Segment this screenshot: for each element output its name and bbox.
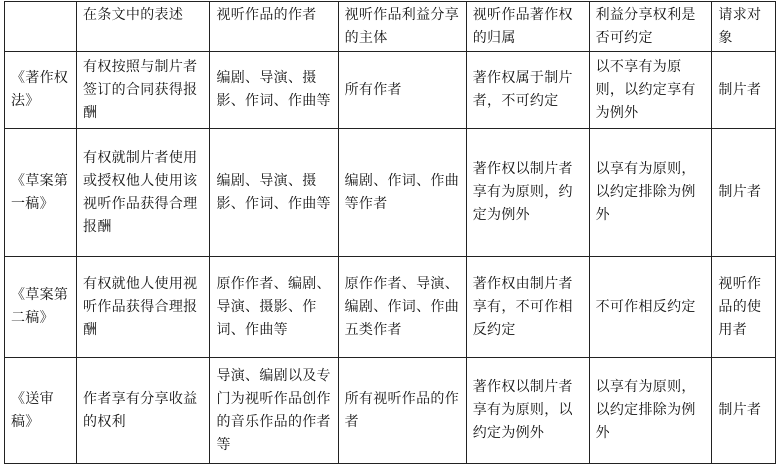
header-row bbox=[5, 2, 776, 52]
copyright-ownership-cell: 著作权以制片者享有为原则，以约定为例外 bbox=[466, 358, 589, 464]
claim-target-cell: 视听作品的使用者 bbox=[712, 257, 776, 358]
claim-target-cell: 制片者 bbox=[712, 52, 776, 129]
header-cell-authors: 视听作品的作者 bbox=[210, 2, 338, 52]
statement-cell: 有权就他人使用视听作品获得合理报酬 bbox=[77, 257, 210, 358]
comparison-table bbox=[4, 1, 776, 464]
authors-cell: 原作作者、编剧、导演、摄影、作词、作曲等 bbox=[210, 257, 338, 358]
header-cell-benefit-subject: 视听作品利益分享的主体 bbox=[338, 2, 466, 52]
copyright-ownership-cell: 著作权由制片者享有，不可作相反约定 bbox=[466, 257, 589, 358]
row-label-cell: 《草案第一稿》 bbox=[5, 129, 77, 257]
header-cell-claim-target: 请求对象 bbox=[712, 2, 776, 52]
header-cell-blank bbox=[5, 2, 77, 52]
agreeable-cell: 以不享有为原则，以约定享有为例外 bbox=[589, 52, 712, 129]
statement-cell: 有权就制片者使用或授权他人使用该视听作品获得合理报酬 bbox=[77, 129, 210, 257]
row-label-cell: 《草案第二稿》 bbox=[5, 257, 77, 358]
copyright-ownership-cell: 著作权属于制片者，不可约定 bbox=[466, 52, 589, 129]
claim-target-cell: 制片者 bbox=[712, 358, 776, 464]
copyright-ownership-cell: 著作权以制片者享有为原则，约定为例外 bbox=[466, 129, 589, 257]
agreeable-cell: 以享有为原则，以约定排除为例外 bbox=[589, 129, 712, 257]
authors-cell: 编剧、导演、摄影、作词、作曲等 bbox=[210, 52, 338, 129]
table-row bbox=[5, 257, 776, 358]
benefit-subject-cell: 所有作者 bbox=[338, 52, 466, 129]
agreeable-cell: 以享有为原则，以约定排除为例外 bbox=[589, 358, 712, 464]
statement-cell: 作者享有分享收益的权利 bbox=[77, 358, 210, 464]
table-row bbox=[5, 358, 776, 464]
claim-target-cell: 制片者 bbox=[712, 129, 776, 257]
agreeable-cell: 不可作相反约定 bbox=[589, 257, 712, 358]
benefit-subject-cell: 原作作者、导演、编剧、作词、作曲五类作者 bbox=[338, 257, 466, 358]
row-label-cell: 《送审稿》 bbox=[5, 358, 77, 464]
benefit-subject-cell: 编剧、作词、作曲等作者 bbox=[338, 129, 466, 257]
statement-cell: 有权按照与制片者签订的合同获得报酬 bbox=[77, 52, 210, 129]
header-cell-statement: 在条文中的表述 bbox=[77, 2, 210, 52]
authors-cell: 导演、编剧以及专门为视听作品创作的音乐作品的作者等 bbox=[210, 358, 338, 464]
row-label-cell: 《著作权法》 bbox=[5, 52, 77, 129]
table-row bbox=[5, 129, 776, 257]
table-row bbox=[5, 52, 776, 129]
header-cell-agreeable: 利益分享权利是否可约定 bbox=[589, 2, 712, 52]
header-cell-copyright-ownership: 视听作品著作权的归属 bbox=[466, 2, 589, 52]
authors-cell: 编剧、导演、摄影、作词、作曲等 bbox=[210, 129, 338, 257]
benefit-subject-cell: 所有视听作品的作者 bbox=[338, 358, 466, 464]
